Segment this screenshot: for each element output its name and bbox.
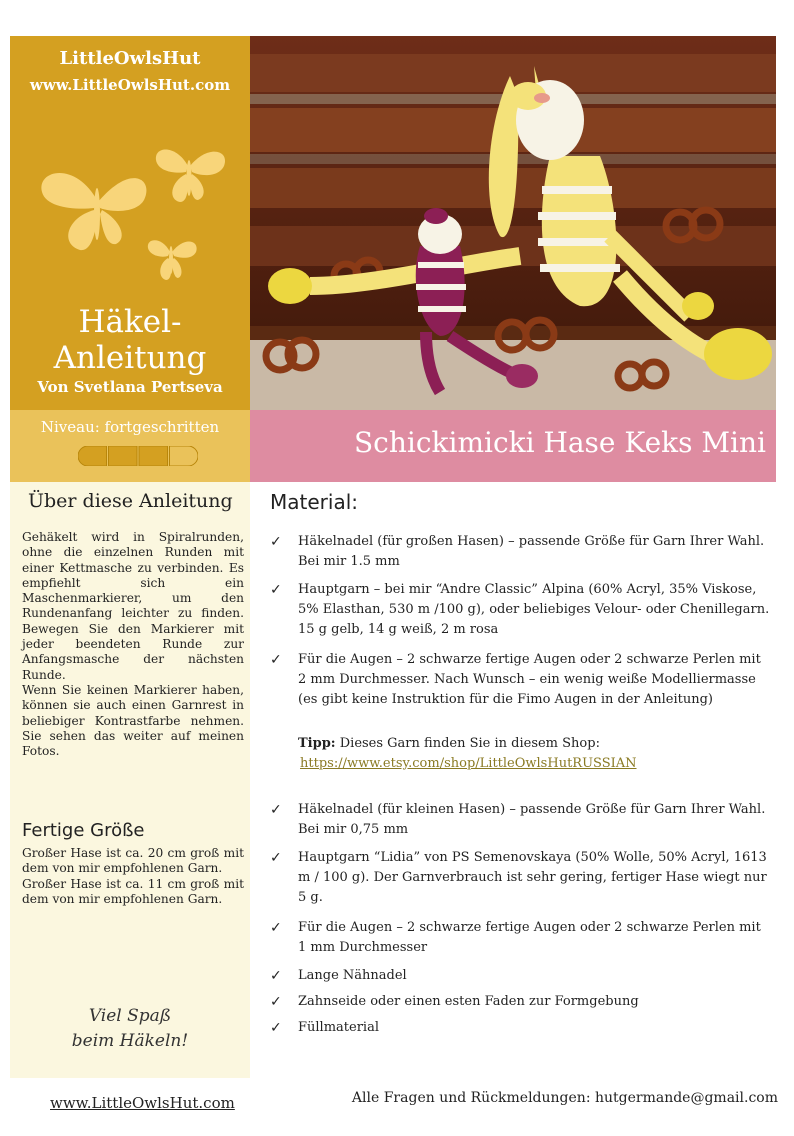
material-item-text: Hauptgarn – bei mir “Andre Classic” Alpina (60% Acryl, 35% Viskose, 5% Elasthan, 530 m /100 g), oder beliebiges Velour- oder Chenillegarn. 15 g gelb, 14 g weiß, 2 m rosa: [298, 582, 770, 637]
material-item-text: Hauptgarn “Lidia” von PS Semenovskaya (50% Wolle, 50% Acryl, 1613 m / 100 g). Der Garnverbrauch ist sehr gering, fertiger Hase wiegt nur 5 g.: [298, 850, 767, 905]
tipp-text: Dieses Garn finden Sie in diesem Shop:: [339, 736, 600, 751]
closing-greeting: [10, 1004, 250, 1054]
about-heading: Über diese Anleitung: [28, 490, 233, 512]
material-item: [270, 992, 770, 1012]
difficulty-segment: [170, 446, 199, 466]
product-banner: [250, 410, 776, 482]
greeting-line-2: beim Häkeln!: [71, 1031, 189, 1051]
level-label: Niveau: fortgeschritten: [40, 418, 220, 436]
checkmark-icon: ✓: [270, 802, 282, 818]
checkmark-icon: ✓: [270, 920, 282, 936]
material-item: [270, 580, 770, 640]
material-item: [270, 650, 770, 710]
material-item: [270, 1018, 770, 1038]
about-text: [22, 530, 244, 759]
bunny-photo-illustration: [250, 36, 776, 410]
about-paragraph: Wenn Sie keinen Markierer haben, können sie auch einen Garnrest in beliebiger Kontrastfarbe nehmen. Sie sehen das weiter auf meinen Fotos.: [22, 682, 244, 759]
material-item-text: Lange Nähnadel: [298, 968, 407, 983]
checkmark-icon: ✓: [270, 1020, 282, 1036]
material-item-text: Häkelnadel (für kleinen Hasen) – passende Größe für Garn Ihrer Wahl. Bei mir 0,75 mm: [298, 802, 766, 837]
product-photo: [250, 36, 776, 410]
material-item: [270, 532, 770, 572]
brand-name: LittleOwlsHut: [59, 48, 201, 69]
page-title: [10, 304, 250, 376]
butterfly-icon: [36, 140, 236, 290]
tipp-label: Tipp:: [298, 736, 336, 751]
difficulty-segment: [109, 446, 138, 466]
material-item-text: Zahnseide oder einen esten Faden zur Formgebung: [298, 994, 639, 1009]
about-paragraph: Gehäkelt wird in Spiralrunden, ohne die einzelnen Runden mit einer Kettmasche zu verbinden. Es empfiehlt sich ein Maschenmarkierer, um den Rundenanfang leichter zu finden. Bewegen Sie den Markierer mit jeder beendeten Runde zur Anfangsmasche der nächsten Runde.: [22, 530, 244, 682]
footer-contact: Alle Fragen und Rückmeldungen: hutgermande@gmail.com: [351, 1090, 778, 1106]
size-text: [22, 846, 244, 907]
author: Von Svetlana Pertseva: [37, 378, 223, 396]
material-heading: Material:: [270, 490, 358, 514]
checkmark-icon: ✓: [270, 582, 282, 598]
tipp-box: [298, 734, 768, 774]
material-item: [270, 918, 770, 958]
checkmark-icon: ✓: [270, 652, 282, 668]
footer-link[interactable]: www.LittleOwlsHut.com: [50, 1094, 235, 1112]
checkmark-icon: ✓: [270, 534, 282, 550]
material-item-text: Für die Augen – 2 schwarze fertige Augen oder 2 schwarze Perlen mit 1 mm Durchmesser: [298, 920, 761, 955]
checkmark-icon: ✓: [270, 994, 282, 1010]
difficulty-meter: [78, 446, 198, 466]
size-line: Großer Hase ist ca. 11 cm groß mit dem von mir empfohlenen Garn.: [22, 876, 244, 906]
difficulty-segment: [139, 446, 168, 466]
checkmark-icon: ✓: [270, 850, 282, 866]
size-line: Großer Hase ist ca. 20 cm groß mit dem von mir empfohlenen Garn.: [22, 846, 244, 876]
brand-url[interactable]: www.LittleOwlsHut.com: [29, 76, 231, 94]
product-title: Schickimicki Hase Keks Mini: [353, 426, 766, 459]
level-panel: [10, 410, 250, 482]
material-item-text: Für die Augen – 2 schwarze fertige Augen oder 2 schwarze Perlen mit 2 mm Durchmesser. Nach Wunsch – ein wenig weiße Modelliermasse (es gibt keine Instruktion für die Fimo Augen in der Anleitung): [298, 652, 761, 707]
checkmark-icon: ✓: [270, 968, 282, 984]
title-line-2: Anleitung: [53, 340, 207, 376]
greeting-line-1: Viel Spaß: [88, 1006, 172, 1026]
difficulty-segment: [78, 446, 107, 466]
material-item: [270, 966, 770, 986]
material-item-text: Häkelnadel (für großen Hasen) – passende Größe für Garn Ihrer Wahl. Bei mir 1.5 mm: [298, 534, 765, 569]
title-line-1: Häkel-: [78, 304, 182, 340]
size-heading: Fertige Größe: [22, 820, 145, 841]
sidebar-panel: [10, 482, 250, 1078]
material-item: [270, 800, 770, 840]
material-item-text: Füllmaterial: [298, 1020, 379, 1035]
shop-link[interactable]: https://www.etsy.com/shop/LittleOwlsHutRUSSIAN: [300, 756, 637, 771]
header-panel: [10, 36, 250, 410]
material-item: [270, 848, 770, 908]
